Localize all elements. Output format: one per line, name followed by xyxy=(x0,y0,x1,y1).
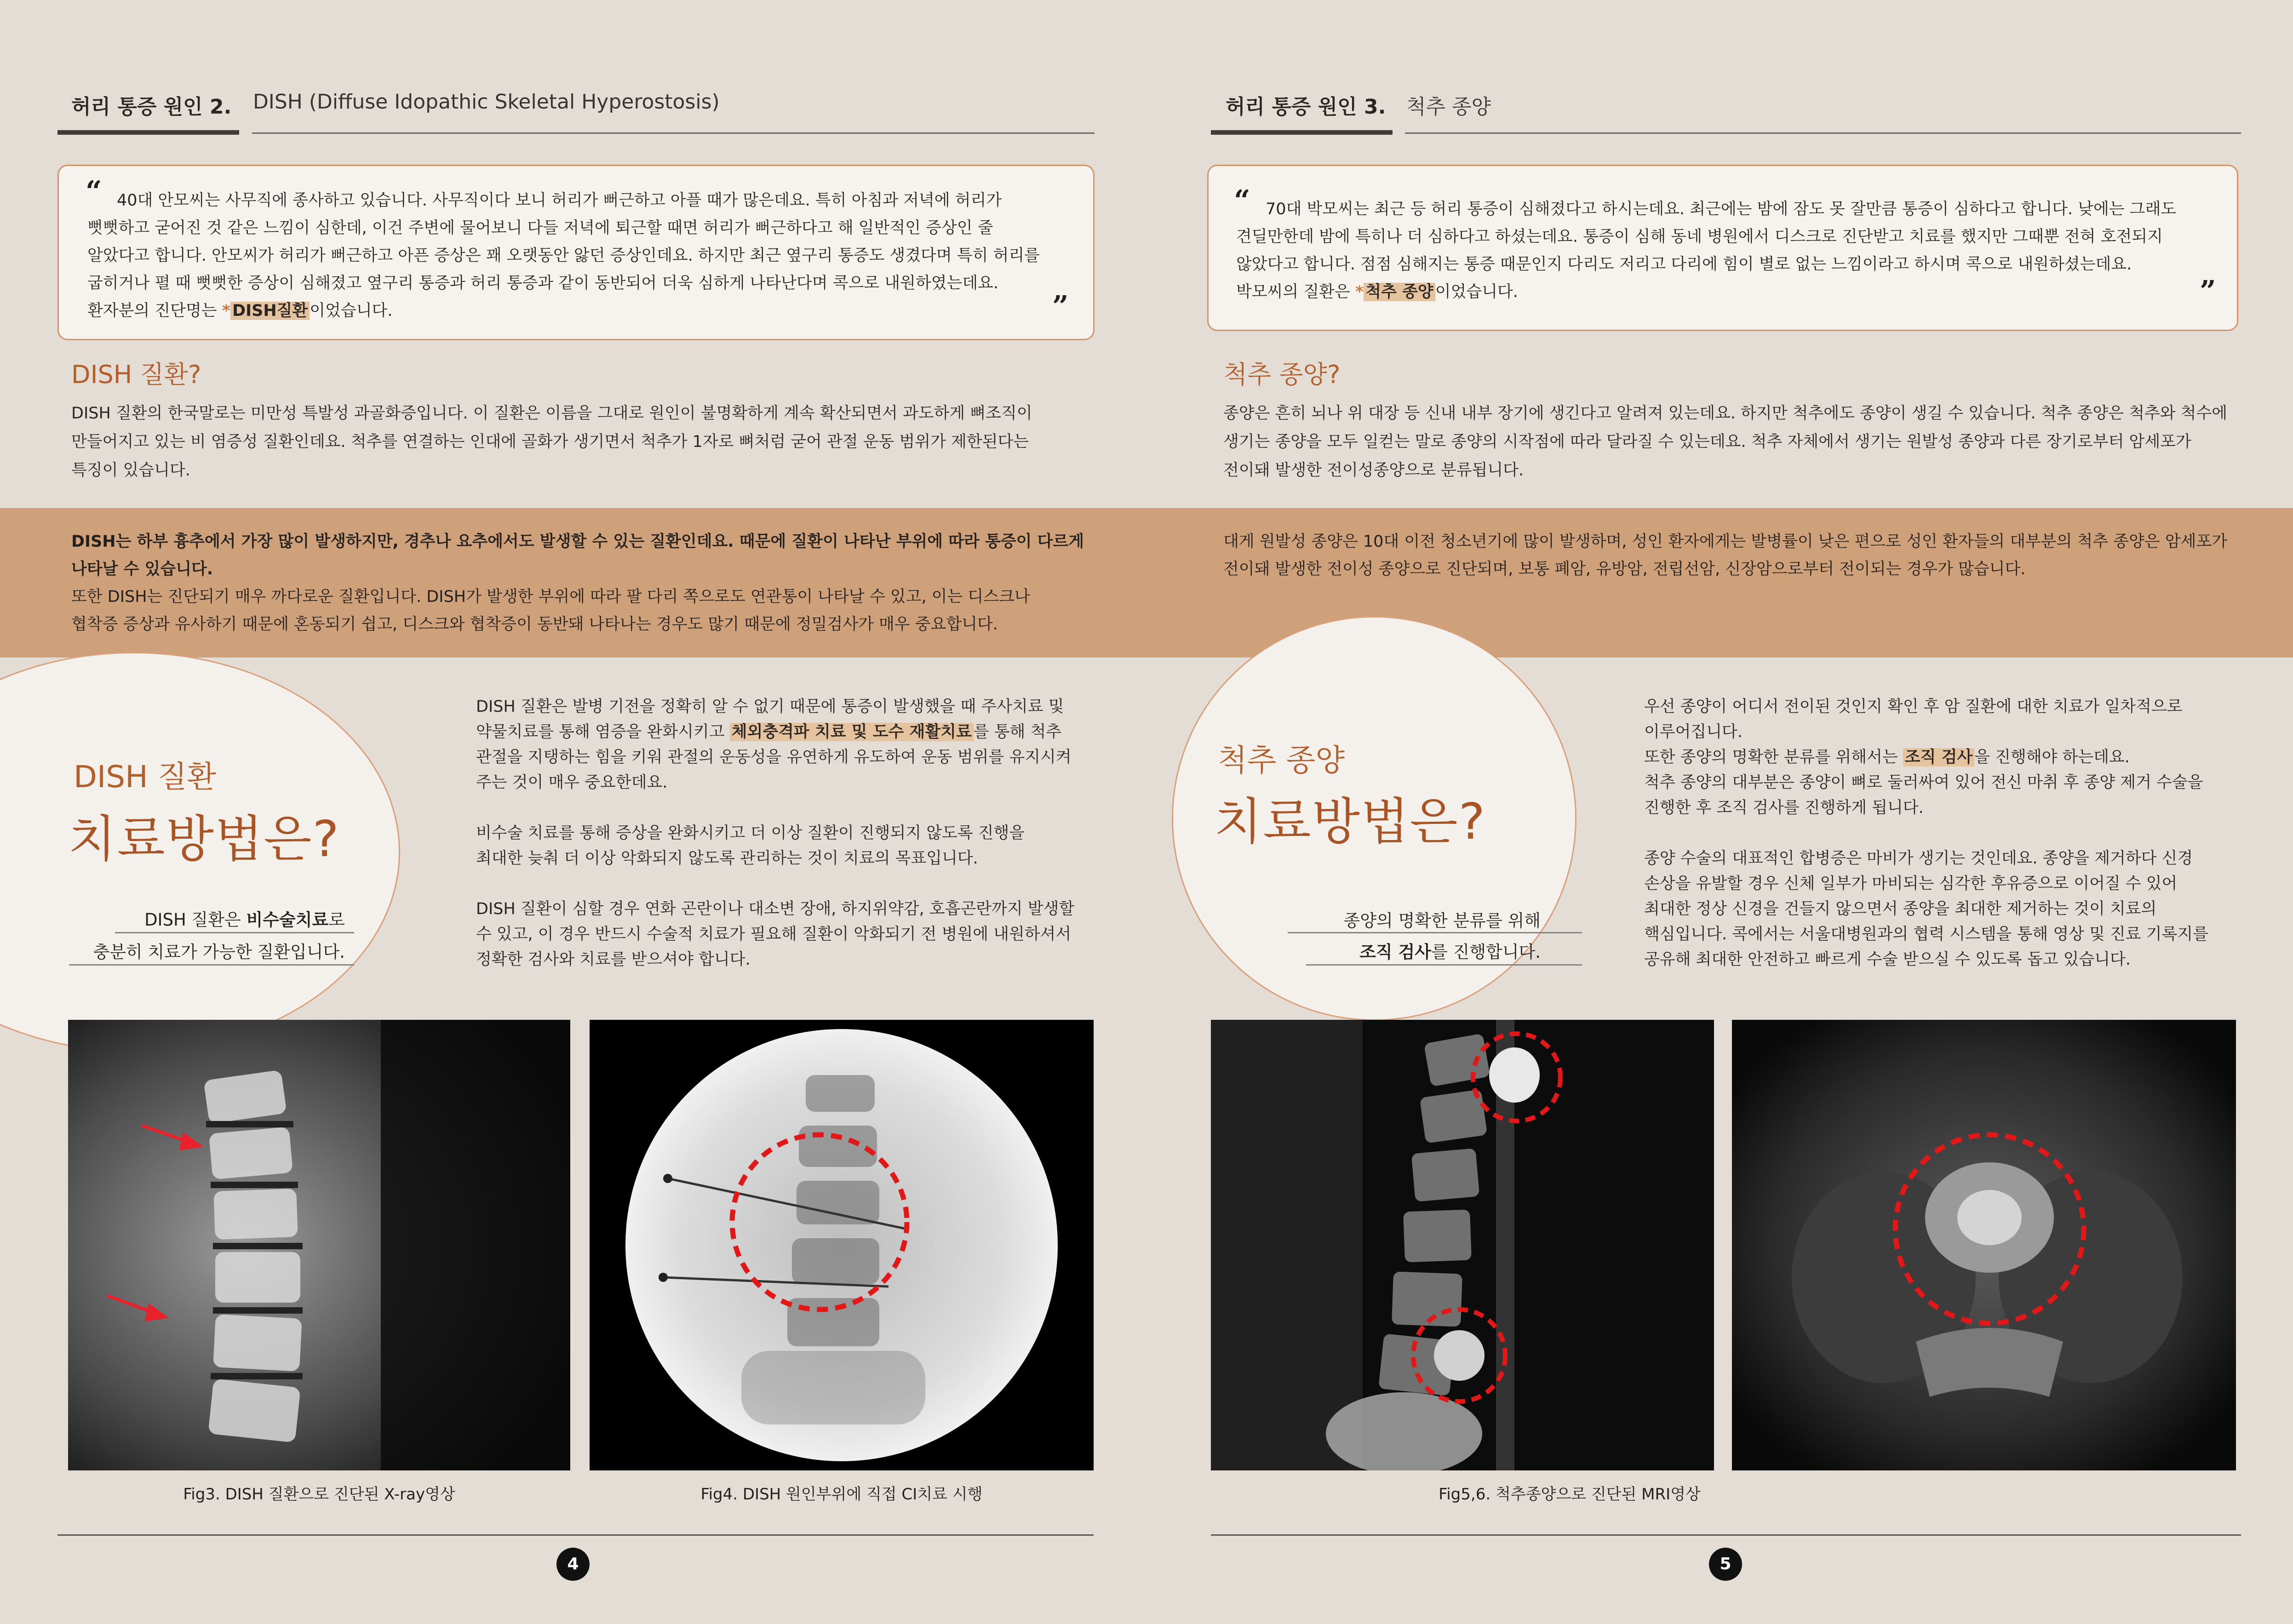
fluoroscopy-image xyxy=(590,1020,1094,1470)
right-circle-subtitle: 척추 종양 xyxy=(1218,743,1345,778)
left-section-title: DISH 질환? xyxy=(71,360,201,389)
diagnosis-highlight: 척추 종양 xyxy=(1364,283,1435,301)
fluoroscopy-graphic xyxy=(590,1020,1094,1470)
right-header-title: 척추 종양 xyxy=(1406,95,1491,119)
left-quote-line: 굽히거나 펼 때 뻣뻣한 증상이 심해졌고 옆구리 통증과 허리 통증과 같이 동반되어 더욱 심하게 나타난다며 콕으로 내원하였는데요. xyxy=(87,274,999,292)
left-header-rule xyxy=(252,132,1095,134)
close-quote-icon: ” xyxy=(2200,274,2216,308)
axial-mri-graphic xyxy=(1732,1020,2236,1470)
left-footer-rule xyxy=(57,1534,1094,1536)
right-band-text: 대게 원발성 종양은 10대 이전 청소년기에 많이 발생하며, 성인 환자에게는 발병률이 낮은 편으로 성인 환자들의 대부분의 척추 종양은 암세포가 전이돼 발생한 전이성 종양으로 진단되며, 보통 폐암, 유방암, 전립선암, 신장암으로부터 전이되는 경우가 많습니다. xyxy=(1223,532,2228,578)
left-header-label: 허리 통증 원인 2. xyxy=(71,95,232,119)
right-quote-box xyxy=(1207,165,2238,331)
right-quote-line: 70대 박모씨는 최근 등 허리 통증이 심해졌다고 하시는데요. 최근에는 밤에 잠도 못 잘만큼 통증이 심하다고 합니다. 낮에는 그래도 xyxy=(1266,200,2177,218)
asterisk-icon: * xyxy=(1355,283,1364,301)
axial-mri-image xyxy=(1732,1020,2236,1470)
right-treatment-text: 우선 종양이 어디서 전이된 것인지 확인 후 암 질환에 대한 치료가 일차적으로 이루어집니다. 또한 종양의 명확한 분류를 위해서는 조직 검사 을 진행해야 하는데요. 척추 종양의 대부분은 종양이 뼈로 둘러싸여 있어 전신 마취 후 종양 제거 수술을 진행한 후 조직 검사를 진행하게 됩니다. 종양 수술의 대표적인 합병증은 마비가 생기는 것인데요. 종양을 제거하다 신경 손상을 유발할 경우 신체 일부가 마비되는 심각한 후유증으로 이어질 수 있어 최대한 정상 신경을 건들지 않으면서 종양을 최대한 제거하는 것이 치료의 핵심입니다. 콕에서는 서울대병원과의 협력 시스템을 통해 영상 및 진료 기록지를 공유해 최대한 안전하고 빠르게 수술 받으실 수 있도록 돕고 있습니다. xyxy=(1644,698,2208,969)
right-quote-last-line: 박모씨의 질환은 * 척추 종양 이었습니다. xyxy=(1236,283,1518,301)
left-section-body: DISH 질환의 한국말로는 미만성 특발성 과골화증입니다. 이 질환은 이름을 그대로 원인이 불명확하게 계속 확산되면서 과도하게 뼈조직이 만들어지고 있는 비 염증성 질환인데요. 척추를 연결하는 인대에 골화가 생기면서 척추가 1자로 뼈처럼 굳어 관절 운동 범위가 제한된다는 특징이 있습니다. xyxy=(71,404,1032,480)
left-circle-line2: 충분히 치료가 가능한 질환입니다. xyxy=(93,942,345,962)
right-circle-rule xyxy=(1288,932,1582,933)
right-circle-line2: 조직 검사를 진행합니다. xyxy=(1359,942,1541,962)
sagittal-mri-image xyxy=(1211,1020,1714,1470)
xray-spine-graphic xyxy=(68,1020,570,1470)
left-quote-last-line: 환자분의 진단명는 * DISH질환 이었습니다. xyxy=(87,302,393,320)
sagittal-mri-graphic xyxy=(1211,1020,1714,1470)
treatment-highlight: 체외충격파 치료 및 도수 재활치료 xyxy=(730,723,974,741)
left-quote-line: 알았다고 합니다. 안모씨가 허리가 뻐근하고 아픈 증상은 꽤 오랫동안 앓던 증상인데요. 하지만 최근 옆구리 통증도 생겼다며 특히 허리를 xyxy=(87,246,1040,265)
right-quote-line: 않았다고 합니다. 점점 심해지는 통증 때문인지 다리도 저리고 다리에 힘이 별로 없는 느낌이라고 하시며 콕으로 내원하셨는데요. xyxy=(1236,255,2132,274)
fig3-caption: Fig3. DISH 질환으로 진단된 X-ray영상 xyxy=(183,1485,455,1504)
fig56-caption: Fig5,6. 척추종양으로 진단된 MRI영상 xyxy=(1439,1485,1701,1504)
fig4-caption: Fig4. DISH 원인부위에 직접 CI치료 시행 xyxy=(700,1485,983,1504)
right-header-bar xyxy=(1211,130,1393,135)
page-number-4: 4 xyxy=(556,1548,590,1581)
left-circle-title: 치료방법은? xyxy=(68,811,340,868)
left-quote-line: 40대 안모씨는 사무직에 종사하고 있습니다. 사무직이다 보니 허리가 뻐근하고 아플 때가 많은데요. 특히 아침과 저녁에 허리가 xyxy=(117,191,1002,210)
diagnosis-highlight: DISH질환 xyxy=(230,302,310,320)
left-quote-line: 뻣뻣하고 굳어진 것 같은 느낌이 심한데, 이건 주변에 물어보니 다들 저녁에 퇴근할 때면 허리가 뻐근하다고 해 일반적인 증상인 줄 xyxy=(87,219,993,237)
left-treatment-text: DISH 질환은 발병 기전을 정확히 알 수 없기 때문에 통증이 발생했을 때 주사치료 및 약물치료를 통해 염증을 완화시키고 체외충격파 치료 및 도수 재활치료 를 통해 척추 관절을 지탱하는 힘을 키워 관절의 운동성을 유연하게 유도하여 운동 범위를 유지시켜 주는 것이 매우 중요한데요. 비수술 치료를 통해 증상을 완화시키고 더 이상 질환이 진행되지 않도록 진행을 최대한 늦춰 더 이상 악화되지 않도록 관리하는 것이 치료의 목표입니다. DISH 질환이 심할 경우 연화 곤란이나 대소변 장애, 하지위약감, 호흡곤란까지 발생할 수 있고, 이 경우 반드시 수술적 치료가 필요해 질환이 악화되기 전 병원에 내원하셔서 정확한 검사와 치료를 받으셔야 합니다. xyxy=(476,698,1075,969)
close-quote-icon: ” xyxy=(1052,289,1069,323)
open-quote-icon: “ xyxy=(1234,183,1250,217)
right-section-title: 척추 종양? xyxy=(1223,360,1341,389)
right-header-rule xyxy=(1405,132,2241,134)
right-quote-line: 견딜만한데 밤에 특히나 더 심하다고 하셨는데요. 통증이 심해 동네 병원에서 디스크로 진단받고 치료를 했지만 그때뿐 전혀 호전되지 xyxy=(1236,228,2163,246)
right-circle-line1: 종양의 명확한 분류를 위해 xyxy=(1343,911,1541,931)
open-quote-icon: “ xyxy=(86,174,102,208)
left-quote-box xyxy=(57,165,1095,340)
page-number-5: 5 xyxy=(1709,1548,1742,1581)
left-circle-line1: DISH 질환은 비수술치료로 xyxy=(144,910,345,930)
left-band-text: DISH는 하부 흉추에서 가장 많이 발생하지만, 경추나 요추에서도 발생할 수 있는 질환인데요. 때문에 질환이 나타난 부위에 따라 통증이 다르게 나타날 수 있습니다. 또한 DISH는 진단되기 매우 까다로운 질환입니다. DISH가 발생한 부위에 따라 팔 다리 쪽으로도 연관통이 나타날 수 있고, 이는 디스크나 협착증 증상과 유사하기 때문에 혼동되기 쉽고, 디스크와 협착증이 동반돼 나타나는 경우도 많기 때문에 정밀검사가 매우 중요합니다. xyxy=(71,532,1084,634)
right-footer-rule xyxy=(1211,1534,2241,1536)
right-header-label: 허리 통증 원인 3. xyxy=(1226,95,1386,119)
left-circle-rule xyxy=(115,932,354,933)
xray-image xyxy=(68,1020,570,1470)
left-header-bar xyxy=(57,130,239,135)
left-circle-rule xyxy=(69,964,354,966)
right-section-body: 종양은 흔히 뇌나 위 대장 등 신내 내부 장기에 생긴다고 알려져 있는데요. 하지만 척추에도 종양이 생길 수 있습니다. 척추 종양은 척추와 척수에 생기는 종양을 모두 일컫는 말로 종양의 시작점에 따라 달라질 수 있는데요. 척추 자체에서 생기는 원발성 종양과 다른 장기로부터 암세포가 전이돼 발생한 전이성종양으로 분류됩니다. xyxy=(1223,404,2228,480)
left-circle-subtitle: DISH 질환 xyxy=(74,759,217,795)
biopsy-highlight: 조직 검사 xyxy=(1903,748,1974,766)
right-circle-rule xyxy=(1306,964,1582,966)
right-circle-title: 치료방법은? xyxy=(1214,793,1486,851)
left-header-title: DISH (Diffuse Idopathic Skeletal Hyperostosis) xyxy=(253,90,720,114)
asterisk-icon: * xyxy=(222,302,231,320)
